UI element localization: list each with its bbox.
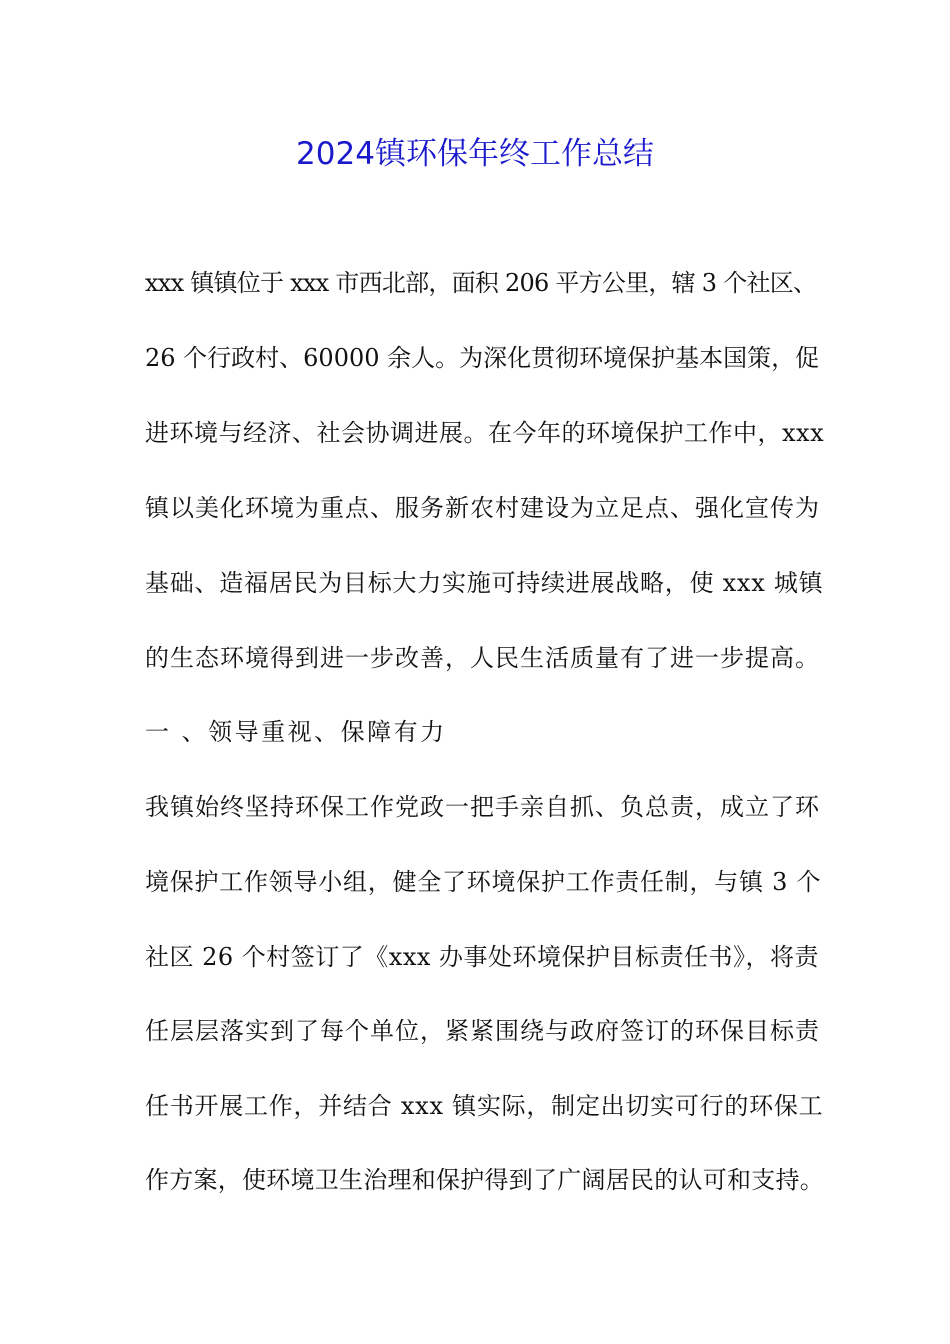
paragraph-line: 26 个行政村、60000 余人。为深化贯彻环境保护基本国策，促 [145,344,820,372]
paragraph-line: 镇以美化环境为重点、服务新农村建设为立足点、强化宣传为 [145,494,820,522]
section-heading: 一 、领导重视、保障有力 [145,718,447,746]
paragraph-line: 的生态环境得到进一步改善，人民生活质量有了进一步提高。 [145,644,820,672]
paragraph-line: 我镇始终坚持环保工作党政一把手亲自抓、负总责，成立了环 [145,793,820,821]
paragraph-line: 境保护工作领导小组，健全了环境保护工作责任制，与镇 3 个 [145,868,822,896]
paragraph-line: 进环境与经济、社会协调进展。在今年的环境保护工作中，xxx [145,419,825,447]
paragraph-line: xxx 镇镇位于 xxx 市西北部，面积 206 平方公里，辖 3 个社区、 [145,269,817,297]
paragraph-line: 任书开展工作，并结合 xxx 镇实际，制定出切实可行的环保工 [145,1092,824,1120]
paragraph-line: 社区 26 个村签订了《xxx 办事处环境保护目标责任书》，将责 [145,943,820,971]
paragraph-line: 任层层落实到了每个单位，紧紧围绕与政府签订的环保目标责 [145,1017,820,1045]
document-title: 2024镇环保年终工作总结 [296,136,654,172]
paragraph-line: 作方案，使环境卫生治理和保护得到了广阔居民的认可和支持。 [145,1166,824,1194]
paragraph-line: 基础、造福居民为目标大力实施可持续进展战略，使 xxx 城镇 [145,569,824,597]
